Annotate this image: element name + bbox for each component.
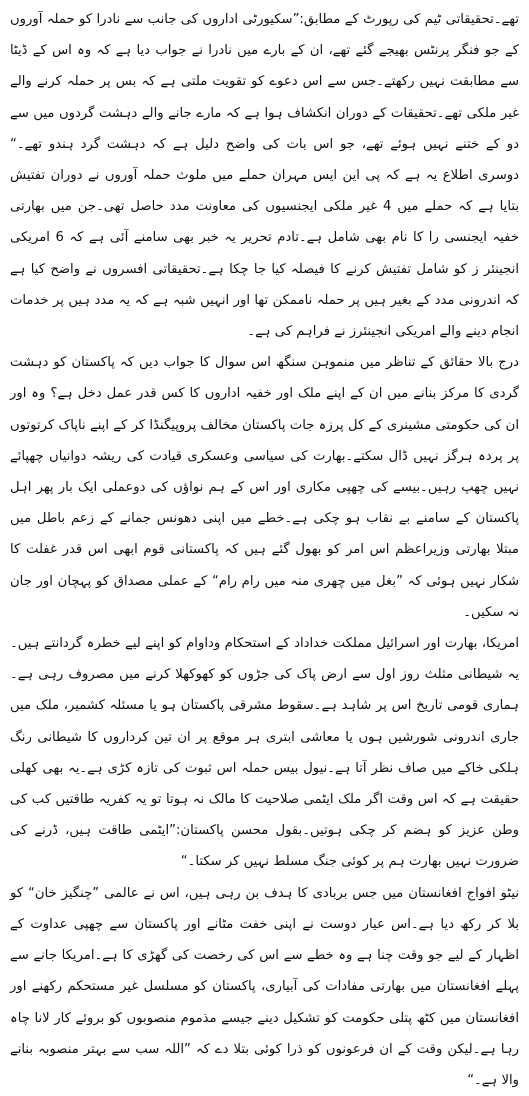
article-paragraph-4: نیٹو افواج افغانستان میں جس بربادی کا ہدف بن رہی ہیں، اس نے عالمی ”چنگیز خان“ کو بلا کر رکھ دیا ہے۔اس عیار دوست نے اپنی خفت مٹانے اور پاکستان سے چھپی عداوت کے اظہار کے لیے جو وقت چنا ہے وہ خطے سے اس کی رخصت کی گھڑی کا ہے۔امریکا جانے سے پہلے افغانستان میں بھارتی مفادات کی آبیاری، پاکستان کو مسلسل غیر مستحکم رکھنے اور افغانستان میں کٹھ پتلی حکومت کو تشکیل دینے جیسے مذموم منصوبوں کو بروئے کار لانا چاہ رہا ہے۔لیکن وقت کے ان فرعونوں کو ذرا کوئی بتلا دے کہ ”اللہ سب سے بہتر منصوبہ بنانے والا ہے۔“ [10, 885, 519, 1088]
article-paragraph-2: درج بالا حقائق کے تناظر میں منموہن سنگھ اس سوال کا جواب دیں کہ پاکستان کو دہشت گردی کا مرکز بنانے میں ان کے اپنے ملک اور خفیہ اداروں کا کس قدر عمل دخل ہے؟ وہ اور ان کی حکومتی مشینری کے کل پرزہ جات پاکستان مخالف پروپیگنڈا کر کے اپنے ناپاک کرتوتوں پر پردہ ہرگز نہیں ڈال سکتے۔بھارت کی سیاسی وعسکری قیادت کی ریشہ دوانیاں چھپائے نہیں چھپ رہیں۔بیسے کی چھپی مکاری اور اس کے ہم نواؤں کی دوعملی ایک بار پھر اہل پاکستان کے سامنے بے نقاب ہو چکی ہے۔خطے میں اپنی دھونس جمانے کے زعم باطل میں مبتلا بھارتی وزیراعظم اس امر کو بھول گئے ہیں کہ پاکستانی قوم ابھی اس قدر غفلت کا شکار نہیں ہوئی کہ ”بغل میں چھری منہ میں رام رام“ کے عملی مصداق کو پہچان اور جان نہ سکیں۔ [10, 355, 519, 620]
article-paragraph-1: تھے۔تحقیقاتی ٹیم کی رپورٹ کے مطابق:”سکیورٹی اداروں کی جانب سے نادرا کو حملہ آوروں کے جو فنگر پرنٹس بھیجے گئے تھے، ان کے بارے میں نادرا نے جواب دیا ہے کہ وہ اس کے ڈیٹا سے مطابقت نہیں رکھتے۔جس سے اس دعوے کو تقویت ملتی ہے کہ بس پر حملہ کرنے والے غیر ملکی تھے۔تحقیقات کے دوران انکشاف ہوا ہے کہ مارے جانے والے دہشت گردوں میں سے دو کے ختنے نہیں ہوئے تھے، جو اس بات کی واضح دلیل ہے کہ دہشت گرد ہندو تھے۔“ دوسری اطلاع یہ ہے کہ پی این ایس مہران حملے میں ملوث حملہ آوروں نے دوران تفتیش بتایا ہے کہ حملے میں 4 غیر ملکی ایجنسیوں کی معاونت مدد حاصل تھی۔جن میں بھارتی خفیہ ایجنسی را کا نام بھی شامل ہے۔تادم تحریر یہ خبر بھی سامنے آئی ہے کہ 6 امریکی انجینئر ز کو شامل تفتیش کرنے کا فیصلہ کیا جا چکا ہے۔تحقیقاتی افسروں نے واضح کیا ہے کہ اندرونی مدد کے بغیر ہیں پر حملہ ناممکن تھا اور انہیں شبہ ہے کہ یہ مدد ہیں پر خدمات انجام دینے والے امریکی انجینئرز نے فراہم کی ہے۔ [10, 12, 519, 340]
article-paragraph-3: امریکا، بھارت اور اسرائیل مملکت خداداد کے استحکام وداوام کو اپنے لیے خطرہ گردانتے ہیں۔یہ شیطانی مثلث روز اول سے ارض پاک کی جڑوں کو کھوکھلا کرنے میں مصروف رہی ہے۔ہماری قومی تاریخ اس پر شاہد ہے۔سقوط مشرقی پاکستان ہو یا مسئلہ کشمیر، ملک میں جاری اندرونی شورشیں ہوں یا معاشی ابتری ہر موقع پر ان تین کرداروں کا شیطانی رنگ ہلکی خاکے میں صاف نظر آتا ہے۔نیول بیس حملہ اس ثبوت کی تازہ کڑی ہے۔یہ بھی کھلی حقیقت ہے کہ اس وقت اگر ملک ایٹمی صلاحیت کا مالک نہ ہوتا تو یہ کفریہ طاقتیں کب کی وطن عزیز کو ہضم کر چکی ہوتیں۔بقول محسن پاکستان:”ایٹمی طاقت ہیں، ڈرنے کی ضرورت نہیں بھارت ہم پر کوئی جنگ مسلط نہیں کر سکتا۔“ [10, 636, 519, 870]
